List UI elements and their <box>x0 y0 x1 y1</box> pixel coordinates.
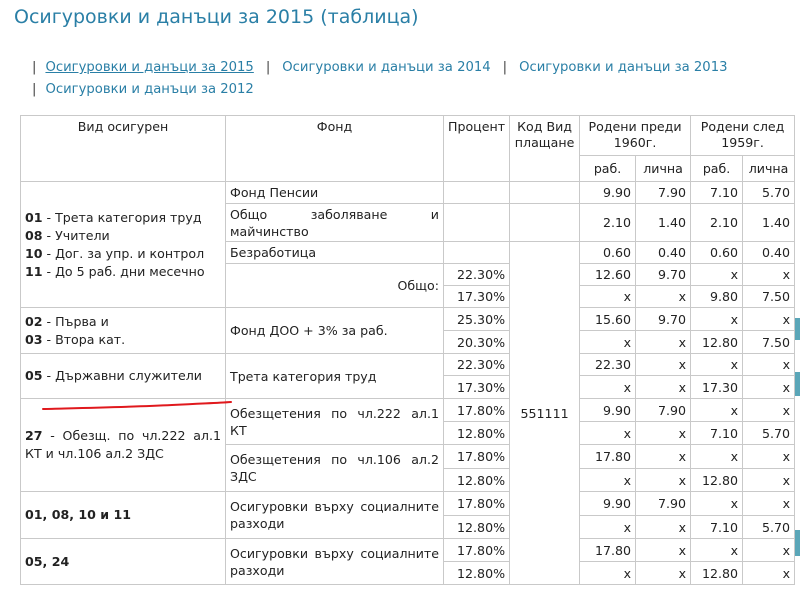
header-payment-code: Код Вид плащане <box>510 116 580 182</box>
table-row <box>21 308 795 331</box>
value-cell: 15.60 <box>580 308 636 331</box>
percent-cell <box>444 204 510 242</box>
page-title: Осигуровки и данъци за 2015 (таблица) <box>14 6 419 28</box>
group-item: 02 - Първа и <box>25 313 109 329</box>
value-cell: х <box>691 308 743 331</box>
value-cell: 7.90 <box>636 399 691 422</box>
value-cell: х <box>743 562 795 585</box>
year-tabs <box>32 57 727 101</box>
value-cell: х <box>636 354 691 376</box>
value-cell: 7.90 <box>636 182 691 204</box>
payment-code-cell <box>510 182 580 204</box>
value-cell: 17.80 <box>580 539 636 562</box>
value-cell: 7.90 <box>636 492 691 516</box>
value-cell: 9.90 <box>580 399 636 422</box>
value-cell: 7.10 <box>691 516 743 539</box>
value-cell: 12.80 <box>691 469 743 492</box>
value-cell: х <box>636 445 691 469</box>
tab-2013[interactable]: Осигуровки и данъци за 2013 <box>519 60 728 75</box>
fund-cell: Общо заболяване и майчинство <box>226 204 444 242</box>
tabs-row-2 <box>32 79 727 101</box>
tab-2012[interactable]: Осигуровки и данъци за 2012 <box>45 82 254 97</box>
value-cell: х <box>636 376 691 399</box>
value-cell: 1.40 <box>636 204 691 242</box>
value-cell: х <box>743 264 795 286</box>
value-cell: 22.30 <box>580 354 636 376</box>
fund-cell: Безработица <box>226 242 444 264</box>
value-cell: 2.10 <box>580 204 636 242</box>
value-cell: 9.70 <box>636 264 691 286</box>
value-cell: х <box>743 445 795 469</box>
value-cell: х <box>580 331 636 354</box>
fund-cell: Фонд Пенсии <box>226 182 444 204</box>
value-cell: х <box>743 308 795 331</box>
fund-total-label: Общо: <box>226 264 444 308</box>
group-05-24: 05, 24 <box>21 539 226 585</box>
value-cell: х <box>743 492 795 516</box>
header-row <box>21 116 795 156</box>
value-cell: 0.40 <box>743 242 795 264</box>
group-01-08-10-11 <box>21 182 226 308</box>
group-01-08-10-11-social: 01, 08, 10 и 11 <box>21 492 226 539</box>
value-cell: х <box>636 286 691 308</box>
tabs-row-1 <box>32 57 727 79</box>
value-cell: 12.80 <box>691 331 743 354</box>
value-cell: х <box>580 286 636 308</box>
subheader-employer: раб. <box>580 156 636 182</box>
fund-cell: Осигуровки върху социалните разходи <box>226 492 444 539</box>
tab-separator: | <box>502 60 508 75</box>
group-item: 01 - Трета категория труд <box>25 209 202 225</box>
percent-cell: 17.80% <box>444 445 510 469</box>
tab-separator: | <box>32 60 37 75</box>
value-cell: х <box>691 492 743 516</box>
value-cell: х <box>743 376 795 399</box>
tab-2014[interactable]: Осигуровки и данъци за 2014 <box>282 60 491 75</box>
percent-cell: 12.80% <box>444 562 510 585</box>
value-cell: 9.90 <box>580 492 636 516</box>
fund-cell: Трета категория труд <box>226 354 444 399</box>
table-row <box>21 492 795 516</box>
value-cell: х <box>636 539 691 562</box>
header-insured-type: Вид осигурен <box>21 116 226 182</box>
value-cell: 5.70 <box>743 182 795 204</box>
value-cell: х <box>636 331 691 354</box>
value-cell: х <box>636 469 691 492</box>
value-cell: х <box>580 422 636 445</box>
value-cell: 17.30 <box>691 376 743 399</box>
tab-separator: | <box>265 60 271 75</box>
value-cell: х <box>580 516 636 539</box>
group-27: 27 - Обезщ. по чл.222 ал.1 КТ и чл.106 ал.2 ЗДС <box>21 399 226 492</box>
subheader-personal: лична <box>636 156 691 182</box>
payment-code-cell: 551111 <box>510 242 580 585</box>
value-cell: х <box>743 399 795 422</box>
value-cell: 0.60 <box>580 242 636 264</box>
value-cell: 7.10 <box>691 182 743 204</box>
percent-cell <box>444 182 510 204</box>
value-cell: 12.60 <box>580 264 636 286</box>
tab-2015[interactable]: Осигуровки и данъци за 2015 <box>45 60 254 75</box>
percent-cell: 12.80% <box>444 516 510 539</box>
percent-cell: 22.30% <box>444 264 510 286</box>
subheader-employer: раб. <box>691 156 743 182</box>
subheader-personal: лична <box>743 156 795 182</box>
insurance-table <box>20 115 795 585</box>
header-percent: Процент <box>444 116 510 182</box>
fund-cell: Обезщетения по чл.222 ал.1 КТ <box>226 399 444 445</box>
value-cell: 7.50 <box>743 331 795 354</box>
percent-cell: 20.30% <box>444 331 510 354</box>
value-cell: х <box>580 376 636 399</box>
header-fund: Фонд <box>226 116 444 182</box>
group-item: 08 - Учители <box>25 227 110 243</box>
value-cell: х <box>580 469 636 492</box>
value-cell: 7.10 <box>691 422 743 445</box>
value-cell: х <box>636 422 691 445</box>
value-cell: 0.40 <box>636 242 691 264</box>
value-cell: х <box>743 469 795 492</box>
percent-cell: 25.30% <box>444 308 510 331</box>
header-born-after-1959: Родени след 1959г. <box>691 116 795 156</box>
value-cell: х <box>691 445 743 469</box>
value-cell: х <box>743 354 795 376</box>
red-underline-annotation <box>42 396 232 412</box>
value-cell: 0.60 <box>691 242 743 264</box>
value-cell: 1.40 <box>743 204 795 242</box>
value-cell: 12.80 <box>691 562 743 585</box>
value-cell: 9.90 <box>580 182 636 204</box>
value-cell: 5.70 <box>743 422 795 445</box>
percent-cell <box>444 242 510 264</box>
value-cell: х <box>636 516 691 539</box>
percent-cell: 22.30% <box>444 354 510 376</box>
value-cell: 9.70 <box>636 308 691 331</box>
percent-cell: 17.80% <box>444 399 510 422</box>
percent-cell: 12.80% <box>444 469 510 492</box>
value-cell: 17.80 <box>580 445 636 469</box>
value-cell: х <box>691 354 743 376</box>
table-row <box>21 539 795 562</box>
header-born-before-1960: Родени преди 1960г. <box>580 116 691 156</box>
value-cell: 9.80 <box>691 286 743 308</box>
fund-cell: Осигуровки върху социалните разходи <box>226 539 444 585</box>
payment-code-cell <box>510 204 580 242</box>
value-cell: 2.10 <box>691 204 743 242</box>
group-item: 10 - Дог. за упр. и контрол <box>25 245 205 261</box>
value-cell: х <box>580 562 636 585</box>
value-cell: х <box>691 264 743 286</box>
fund-cell: Фонд ДОО + 3% за раб. <box>226 308 444 354</box>
table-row <box>21 182 795 204</box>
percent-cell: 17.30% <box>444 286 510 308</box>
value-cell: х <box>691 399 743 422</box>
value-cell: х <box>743 539 795 562</box>
value-cell: 5.70 <box>743 516 795 539</box>
table-row <box>21 354 795 376</box>
group-05 <box>21 354 226 399</box>
group-item: 05 - Държавни служители <box>25 368 202 383</box>
value-cell: 7.50 <box>743 286 795 308</box>
tab-separator: | <box>32 82 37 97</box>
value-cell: х <box>691 539 743 562</box>
value-cell: х <box>636 562 691 585</box>
group-item: 03 - Втора кат. <box>25 331 126 347</box>
percent-cell: 17.80% <box>444 539 510 562</box>
percent-cell: 17.80% <box>444 492 510 516</box>
fund-cell: Обезщетения по чл.106 ал.2 ЗДС <box>226 445 444 492</box>
group-item: 11 - До 5 раб. дни месечно <box>25 263 205 279</box>
percent-cell: 17.30% <box>444 376 510 399</box>
group-02-03 <box>21 308 226 354</box>
percent-cell: 12.80% <box>444 422 510 445</box>
